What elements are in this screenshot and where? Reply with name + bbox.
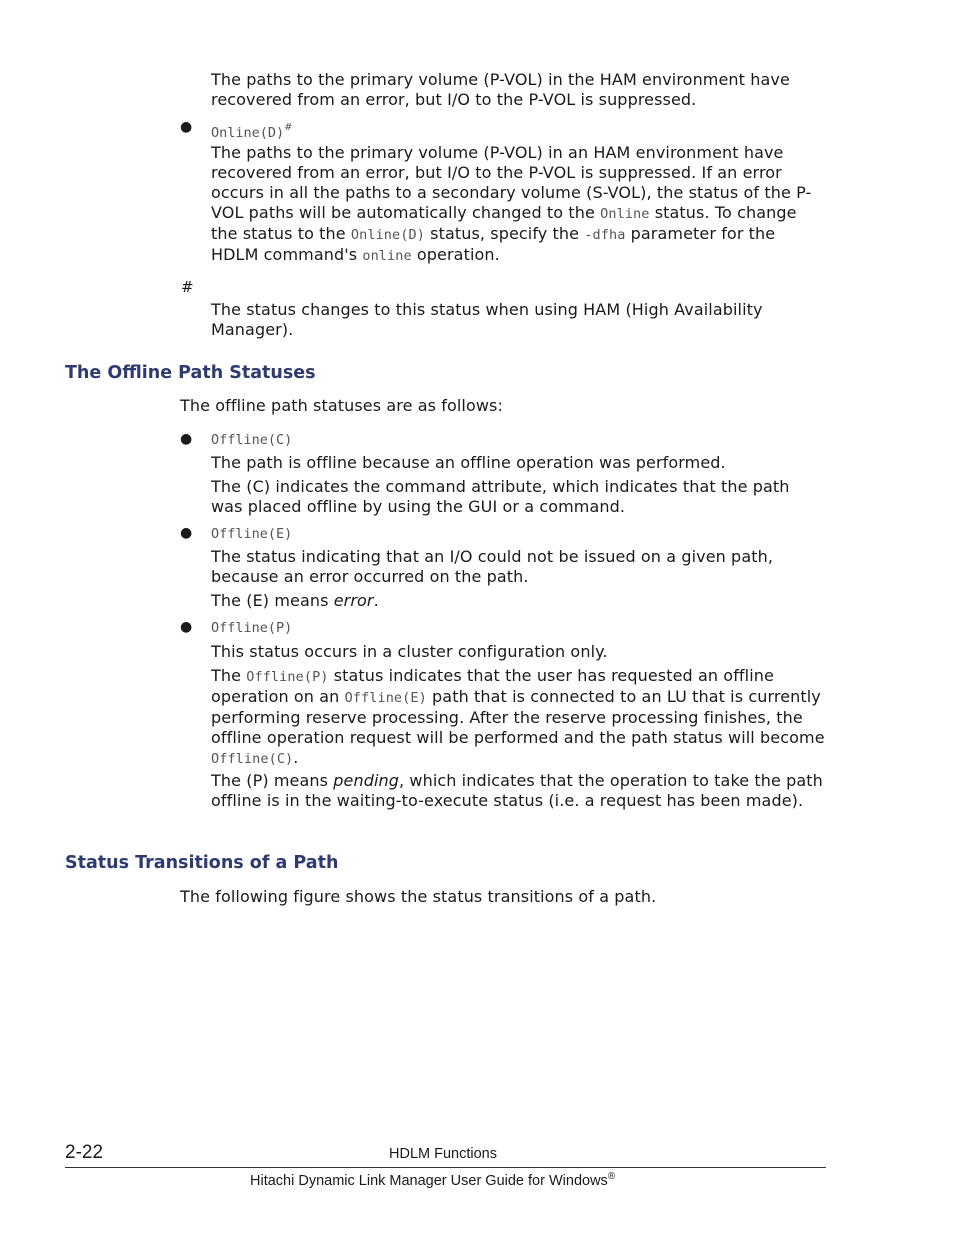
offline-c-desc-1: The path is offline because an offline operation was performed. <box>211 453 726 472</box>
note-mark: # <box>181 278 194 296</box>
bullet-icon: ● <box>180 119 193 135</box>
intro-paragraph: The paths to the primary volume (P-VOL) in the HAM environment have recovered from an error, but I/O to the P-VOL is suppressed. <box>211 70 790 109</box>
offline-c-label: Offline(C) <box>211 432 293 448</box>
chapter-title: HDLM Functions <box>389 1146 497 1162</box>
offline-e-label: Offline(E) <box>211 526 293 542</box>
bullet-icon: ● <box>180 525 193 541</box>
offline-e-desc-1: The status indicating that an I/O could not be issued on a given path, because an error occurred on the path. <box>211 547 774 586</box>
offline-c-desc-2: The (C) indicates the command attribute, which indicates that the path was placed offline by using the GUI or a command. <box>211 477 790 516</box>
offline-intro: The offline path statuses are as follows: <box>180 396 503 415</box>
offline-p-desc-2: The Offline(P) status indicates that the user has requested an offline operation on an Offline(E) path that is connected to an LU that is currently performing reserve processing. After the reserve processing finishes, the offline operation request will be performed and the path status will become Offline(C). <box>211 666 825 767</box>
offline-p-desc-1: This status occurs in a cluster configuration only. <box>211 642 608 661</box>
section-heading-transitions: Status Transitions of a Path <box>65 853 339 873</box>
guide-title: Hitachi Dynamic Link Manager User Guide for Windows® <box>250 1171 616 1189</box>
footer-divider <box>65 1167 826 1168</box>
note-text: The status changes to this status when using HAM (High Availability Manager). <box>211 300 763 339</box>
section-heading-offline: The Offline Path Statuses <box>65 363 316 383</box>
offline-p-desc-3: The (P) means pending, which indicates that the operation to take the path offline is in the waiting-to-execute status (i.e. a request has been made). <box>211 771 823 810</box>
online-d-label: Online(D)# <box>211 122 293 141</box>
transitions-intro: The following figure shows the status transitions of a path. <box>180 887 657 906</box>
footnote-marker: # <box>284 122 293 133</box>
bullet-icon: ● <box>180 619 193 635</box>
offline-p-label: Offline(P) <box>211 620 293 636</box>
bullet-icon: ● <box>180 431 193 447</box>
online-d-description: The paths to the primary volume (P-VOL) in an HAM environment have recovered from an error, but I/O to the P-VOL is suppressed. If an error occurs in all the paths to a secondary volume (S-VOL), the status of the P-VOL paths will be automatically changed to the Online status. To change the status to the Online(D) status, specify the -dfha parameter for the HDLM command's online operation. <box>211 143 812 264</box>
offline-e-desc-2: The (E) means error. <box>211 591 379 610</box>
page-number: 2-22 <box>65 1142 104 1163</box>
